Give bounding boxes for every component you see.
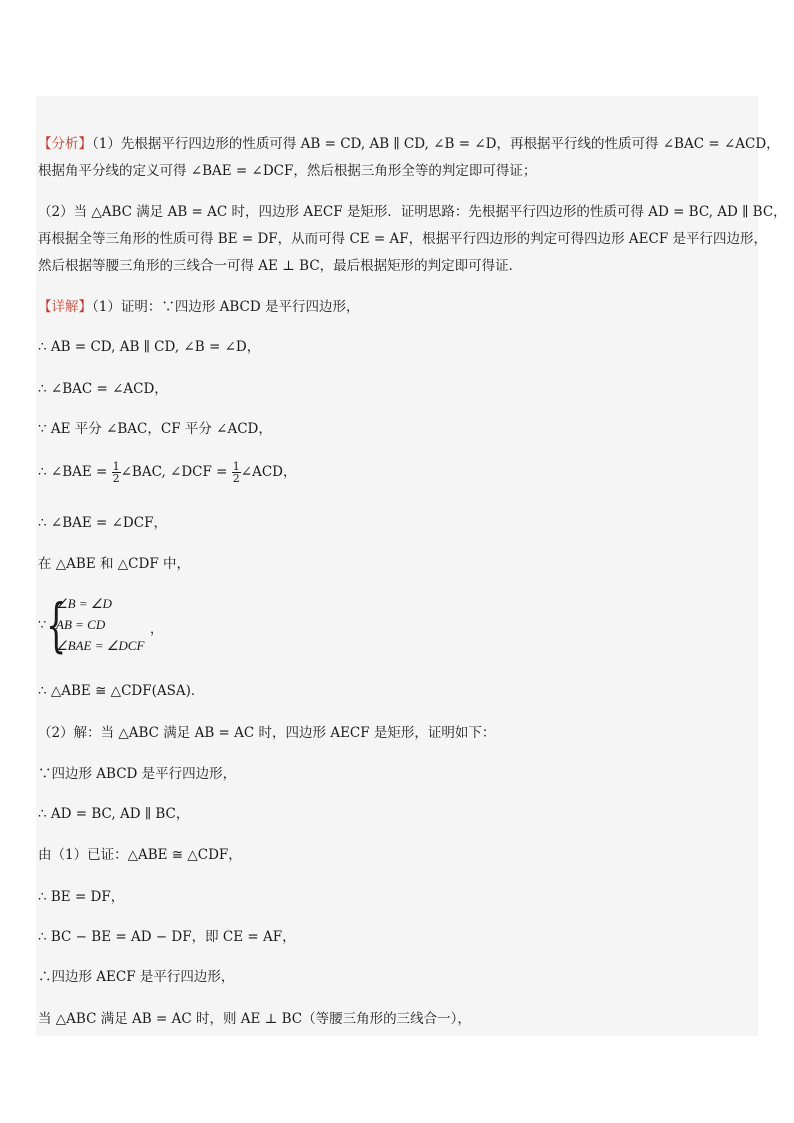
detail-line-4: ∵ AE 平分 ∠BAC，CF 平分 ∠ACD， xyxy=(38,421,272,437)
detail-line-6: ∴ ∠BAE = ∠DCF， xyxy=(38,515,167,531)
detail-line-13: ∴ BE = DF， xyxy=(38,889,125,905)
detail-line-15: ∴四边形 AECF 是平行四边形， xyxy=(38,969,235,985)
detail-line-12: 由（1）已证：△ABE ≅ △CDF， xyxy=(38,847,242,863)
analysis-line-3: （2）当 △ABC 满足 AB = AC 时，四边形 AECF 是矩形．证明思路：先根据平行四边形的性质可得 AD = BC, AD ∥ BC， xyxy=(38,204,787,220)
system-row-2: AB = CD xyxy=(56,617,106,632)
detail-line-7: 在 △ABE 和 △CDF 中， xyxy=(38,556,190,572)
analysis-line-4: 再根据全等三角形的性质可得 BE = DF，从而可得 CE = AF，根据平行四边形的判定可得四边形 AECF 是平行四边形， xyxy=(38,231,768,247)
detail-tag: 【详解】 xyxy=(38,299,92,315)
because-symbol: ∵ xyxy=(38,618,47,633)
detail-line-8: ∴ △ABE ≅ △CDF(ASA)． xyxy=(38,683,205,699)
detail-line-10: ∵四边形 ABCD 是平行四边形， xyxy=(38,766,237,782)
system-brace: { xyxy=(46,591,67,659)
fraction-numerator: 1 xyxy=(232,460,240,473)
detail-line-2: ∴ AB = CD, AB ∥ CD, ∠B = ∠D， xyxy=(38,339,261,355)
system-comma: ， xyxy=(150,622,164,637)
analysis-line-5: 然后根据等腰三角形的三线合一可得 AE ⊥ BC，最后根据矩形的判定即可得证． xyxy=(38,258,523,274)
fraction-half-1 xyxy=(112,461,121,484)
fraction-numerator: 1 xyxy=(112,460,120,473)
analysis-line-1 xyxy=(38,135,780,153)
detail-line-16: 当 △ABC 满足 AB = AC 时，则 AE ⊥ BC（等腰三角形的三线合一）， xyxy=(38,1011,471,1027)
analysis-text-1: （1）先根据平行四边形的性质可得 AB = CD, AB ∥ CD, ∠B = ∠D，再根据平行线的性质可得 ∠BAC = ∠ACD， xyxy=(92,136,780,152)
detail-line-1 xyxy=(38,298,360,316)
fraction-denominator: 2 xyxy=(112,472,120,485)
detail-line-14: ∴ BC − BE = AD − DF，即 CE = AF， xyxy=(38,929,296,945)
system-row-1: ∠B = ∠D xyxy=(56,596,112,611)
half-angle-rhs: ∠ACD， xyxy=(240,464,297,480)
detail-text-1: （1）证明：∵四边形 ABCD 是平行四边形， xyxy=(92,299,360,315)
analysis-line-2: 根据角平分线的定义可得 ∠BAE = ∠DCF，然后根据三角形全等的判定即可得证； xyxy=(38,163,537,179)
analysis-tag: 【分析】 xyxy=(38,136,92,152)
fraction-half-2 xyxy=(232,461,241,484)
detail-line-3: ∴ ∠BAC = ∠ACD， xyxy=(38,381,168,397)
system-row-3: ∠BAE = ∠DCF xyxy=(56,638,145,653)
fraction-denominator: 2 xyxy=(232,472,240,485)
detail-line-9: （2）解：当 △ABC 满足 AB = AC 时，四边形 AECF 是矩形，证明如下： xyxy=(38,725,496,741)
detail-line-11: ∴ AD = BC, AD ∥ BC， xyxy=(38,806,190,822)
detail-line-5 xyxy=(38,461,297,484)
half-angle-mid: ∠BAC, ∠DCF = xyxy=(120,464,228,480)
half-angle-lhs: ∴ ∠BAE = xyxy=(38,464,108,480)
congruence-system xyxy=(38,591,178,659)
